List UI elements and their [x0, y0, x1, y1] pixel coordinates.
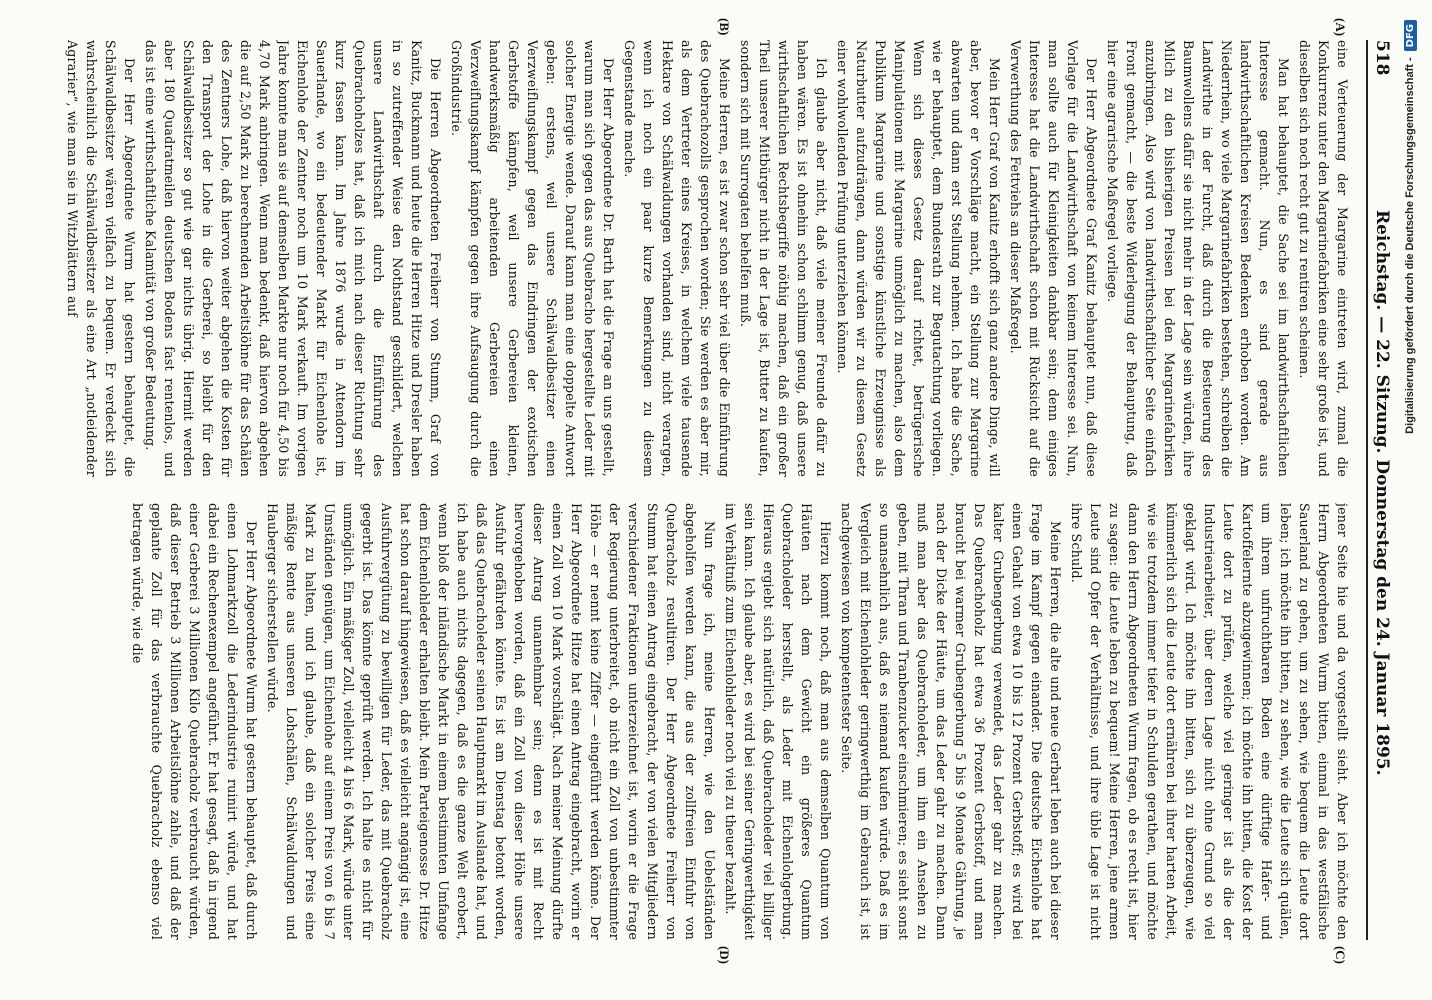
- paragraph: Der Herr Abgeordnete Wurm hat gestern behauptet, daß durch einen Lohmarktzoll die Lederindustrie ruinirt würde, und hat dabei ein Rechenexempel angeführt. Er hat gesagt, daß in irgend einer Gerberei 3 Millionen Kilo Quebracholz verbraucht würden, daß dieser Betrieb 3 Millionen Arbeitslöhne zahle, und daß der geplante Zoll für das verbrauchte Quebracholz ebenso viel betragen würde, wie die: [130, 503, 259, 940]
- paragraph: Der Herr Abgeordnete Graf Kanitz behauptet nun, daß diese Vorlage für die Landwirthschaft von keinem Interesse sei. Nun, man sollte auch für Kleinigkeiten dankbar sein; denn einiges Interesse hat die Landwirthschaft schon mit Rücksicht auf die Verwerthung des Fettviehs an dieser Maßregel.: [1008, 40, 1099, 477]
- text-columns: [50, 40, 1352, 940]
- credit-text: Digitalisierung gefördert durch die Deutsche Forschungsgemeinschaft -: [1404, 57, 1416, 434]
- paragraph: Der Herr Abgeordnete Wurm hat gestern behauptet, die Schälwaldbesitzer wären vielfach zu bequem. Er verdeckt sich wahrscheinlich die Schälwaldbesitzer als eine Art „notleidender Agrarier“, wie man sie in Witzblättern auf: [65, 40, 137, 477]
- paragraph: Meine Herren, die alte und neue Gerbart leben auch bei dieser Frage im Kampf gegen einander. Die deutsche Eichenlohe hat einen Gehalt von etwa 10 bis 12 Prozent Gerbstoff; es wird bei kalter Grubengerbung verwendet, das Leder gahr zu machen. Das Quebrachoholz hat etwa 36 Prozent Gerbstoff, und man braucht bei warmer Grubengerbung 5 bis 9 Monate Gährung, je nach der Dicke der Häute, um das Leder gahr zu machen. Dann muß man aber das Quebracholeder, um ihm ein Ansehen zu geben, mit Thran und Tranbenzucker einschmieren; es sieht sonst so unansehnlich aus, daß es niemand kaufen würde. Daß es im Vergleich mit Eichenlohleder geringwerthig im Gebrauch ist, ist nachgewiesen von kompetentester Seite.: [839, 503, 1063, 940]
- section-title: Reichstag. — 22. Sitzung. Donnerstag den 24. Januar 1895.: [1372, 209, 1392, 776]
- left-column: [50, 40, 1352, 477]
- paragraph: Der Herr Abgeordnete Dr. Barth hat die Frage an uns gestellt, warum man sich gegen das aus Quebracho hergestellte Leder mit solcher Energie wende. Darauf kann man eine doppelte Antwort geben: erstens, weil unsere Schälwaldbesitzer einen Verzweiflungskampf gegen das Eindringen der exotischen Gerbstoffe kämpfen, weil unsere Gerbereien kleinen, handwerksmäßig arbeitenden Gerbereien einen Verzweiflungskampf kämpfen gegen ihre Aufsaugung durch die Großindustrie.: [449, 40, 616, 477]
- paragraph: Meine Herren, es ist zwar schon sehr viel über die Einführung des Quebrachozolls gesprochen worden; Sie werden es aber mir, als dem Vertreter eines Kreises, in welchem viele tausende Hektare von Schälwaldungen vorhanden sind, nicht verargen, wenn ich noch ein paar kurze Bemerkungen zu diesem Gegenstande mache.: [622, 40, 732, 477]
- dfg-logo: DFG: [1404, 20, 1417, 51]
- margin-marker-a: (A): [1333, 18, 1348, 37]
- right-column: [50, 503, 1352, 940]
- paragraph: Ich glaube aber nicht, daß viele meiner Freunde dafür zu haben wären. Es ist ohnehin schon schlimm genug, daß unsere wirthschaftlichen Rechtsbegriffe nöthig machen, daß ein großer Theil unserer Mitbürger nicht in der Lage ist, Butter zu kaufen, sondern sich mit Surrogaten behelfen muß.: [738, 40, 829, 477]
- digitization-credit: [1395, 20, 1425, 980]
- page-number: 518: [1372, 40, 1392, 76]
- margin-marker-b: (B): [717, 18, 732, 36]
- margin-marker-d: (D): [717, 945, 732, 964]
- paragraph: Nun frage ich, meine Herren, wie den Uebelständen abgeholfen werden kann, die aus der zollfreien Einfuhr von Quebracholz resultiren. Der Herr Abgeordnete Freiherr von Stumm hat einen Antrag eingebracht, der von vielen Mitgliedern verschiedener Fraktionen unterzeichnet ist, worin er die Frage der Regierung unterbreitet, ob nicht ein Zoll von unbestimmter Höhe — er nennt keine Ziffer — eingeführt werden könne. Der Herr Abgeordnete Hitze hat einen Antrag eingebracht, worin er einen Zoll von 10 Mark vorschlägt. Nach meiner Meinung dürfte dieser Antrag unannehmbar sein; denn es ist mit Recht hervorgehoben worden, daß ein Zoll von dieser Höhe unsere Ausfuhr gefährden könnte. Es ist am Dienstag betont worden, daß das Quebracholeder seinen Hauptmarkt im Auslande hat, und ich habe auch nichts dagegen, daß es die ganze Welt erobert, wenn bloß der inländische Markt in einem bestimmten Umfange dem Eichenlohleder erhalten bleibt. Mein Parteigenosse Dr. Hitze hat schon darauf hingewiesen, daß es vielleicht angängig ist, eine Ausfuhrvergütung zu bewilligen für Leder, das mit Quebracholz gegerbt ist. Das könnte geprüft werden. Ich halte es nicht für unmöglich. Ein mäßiger Zoll, vielleicht 4 bis 6 Mark, würde unter Umständen genügen, um Eichenlohe auf einem Preis von 6 bis 7 Mark zu halten, und ich glaube, daß ein solcher Preis eine mäßige Rente aus unseren Lohschälen, Schälwaldungen und Hauberger sicherstellen würde.: [265, 503, 717, 940]
- paragraph: Man hat behauptet, die Sache sei im landwirthschaftlichen Interesse gemacht. Nun, es sind gerade aus landwirthschaftlichen Kreisen Bedenken erhoben worden. Am Niederrhein, wo viele Margarinefabriken bestehen, schreiben die Landwirthe in der Furcht, daß durch die Besteuerung des Baumwollens dafür sie nicht mehr in der Lage sein würden, ihre Milch zu den bisherigen Preisen bei den Margarinefabriken anzubringen. Also wird von landwirthschaftlicher Seite einfach Front gemacht, — die beste Widerlegung der Behauptung, daß hier eine agrarische Maßregel vorliege.: [1105, 40, 1291, 477]
- paragraph: Hierzu kommt noch, daß man aus demselben Quantum von Häuten nach dem Gewicht ein größeres Quantum Quebracholeder herstellt, als Leder mit Eichenlohgerbung. Hieraus ergiebt sich natürlich, daß Quebracholeder viel billiger sein kann. Ich glaube aber, es wird bei seiner Geringwerthigkeit im Verhältniß zum Eichenlohleder noch viel zu theuer bezahlt.: [723, 503, 833, 940]
- paragraph: eine Verteuerung der Margarine eintreten wird, zumal die Konkurrenz unter den Margarinefabriken eine sehr große ist, und dieselben sich noch recht gut zu rentiren scheinen.: [1297, 40, 1350, 477]
- paragraph: jener Seite hie und da vorgestellt sieht. Aber ich möchte den Herrn Abgeordneten Wurm bitten, einmal in das westfälische Sauerland zu gehen, um zu sehen, wie bequem die Leute dort leben; ich möchte ihn bitten, zu sehen, wie die Leute sich quälen, um ihrem unfruchtbaren Boden eine dürftige Hafer- und Kartoffelernte abzugewinnen; ich möchte ihn bitten, die Kost der Leute dort zu prüfen, welche viel geringer ist als die der Industriearbeiter, über deren Lage nicht ohne Grund so viel geklagt wird. Ich möchte ihn bitten, sich zu überzeugen, wie kümmerlich sich die Leute dort ernähren bei ihrer harten Arbeit, wie sie trotzdem immer tiefer in Schulden gerathen, und möchte dann den Herrn Abgeordneten Wurm fragen, ob es recht ist, hier zu sagen: die Leute leben zu bequem! Meine Herren, jene armen Leute sind Opfer der Verhältnisse, und ihre üble Lage ist nicht ihre Schuld.: [1069, 503, 1350, 940]
- paragraph: Mein Herr Graf von Kanitz erhofft sich ganz andere Dinge, will aber, bevor er Vorschläge macht, ein Stellung zur Margarine abwarten und dann erst Stellung nehmen. Ich habe die Sache, wie er behauptet, dem Bundesrath zur Begutachtung vorliegen. Wenn sich dieses Gesetz darauf richtet, betrügerische Manipulationen mit Margarine unmöglich zu machen, also dem Publikum Margarine und sonstige künstliche Erzeugnisse als Naturbutter aufzudrängen, dann würden wir zu diesem Gesetz einer wohlwollenden Prüfung unterziehen können.: [835, 40, 1002, 477]
- margin-marker-c: (C): [1333, 945, 1348, 964]
- paragraph: Die Herren Abgeordneten Freiherr von Stumm, Graf von Kanitz, Buckmann und heute die Herren Hitze und Dresler haben in so zutreffender Weise den Nothstand geschildert, welchen unsere Landwirthschaft durch die Einführung des Quebrachoholzes hat, daß ich mich nach dieser Richtung sehr kurz fassen kann. Im Jahre 1876 wurde in Attendorn im Sauerlande, wo ein bedeutender Markt für Eichenlohe ist, Eichenlohe der Zentner noch um 10 Mark verkauft. Im vorigen Jahre konnte man sie auf demselben Markte nur noch für 4,50 bis 4,70 Mark anbringen. Wenn man bedenkt, daß hiervon abgehen die auf 2,50 Mark zu berechnenden Arbeitslöhne für das Schälen des Zentners Lohe, daß hiervon weiter abgehen die Kosten für den Transport der Lohe in die Gerberei, so bleibt für den Schälwaldbesitzer so gut wie gar nichts übrig. Hiermit werden aber 180 Quadratmeilen deutschen Bodens fast rentenlos, und das ist eine wirthschaftliche Kalamität von großer Bedeutung.: [143, 40, 443, 477]
